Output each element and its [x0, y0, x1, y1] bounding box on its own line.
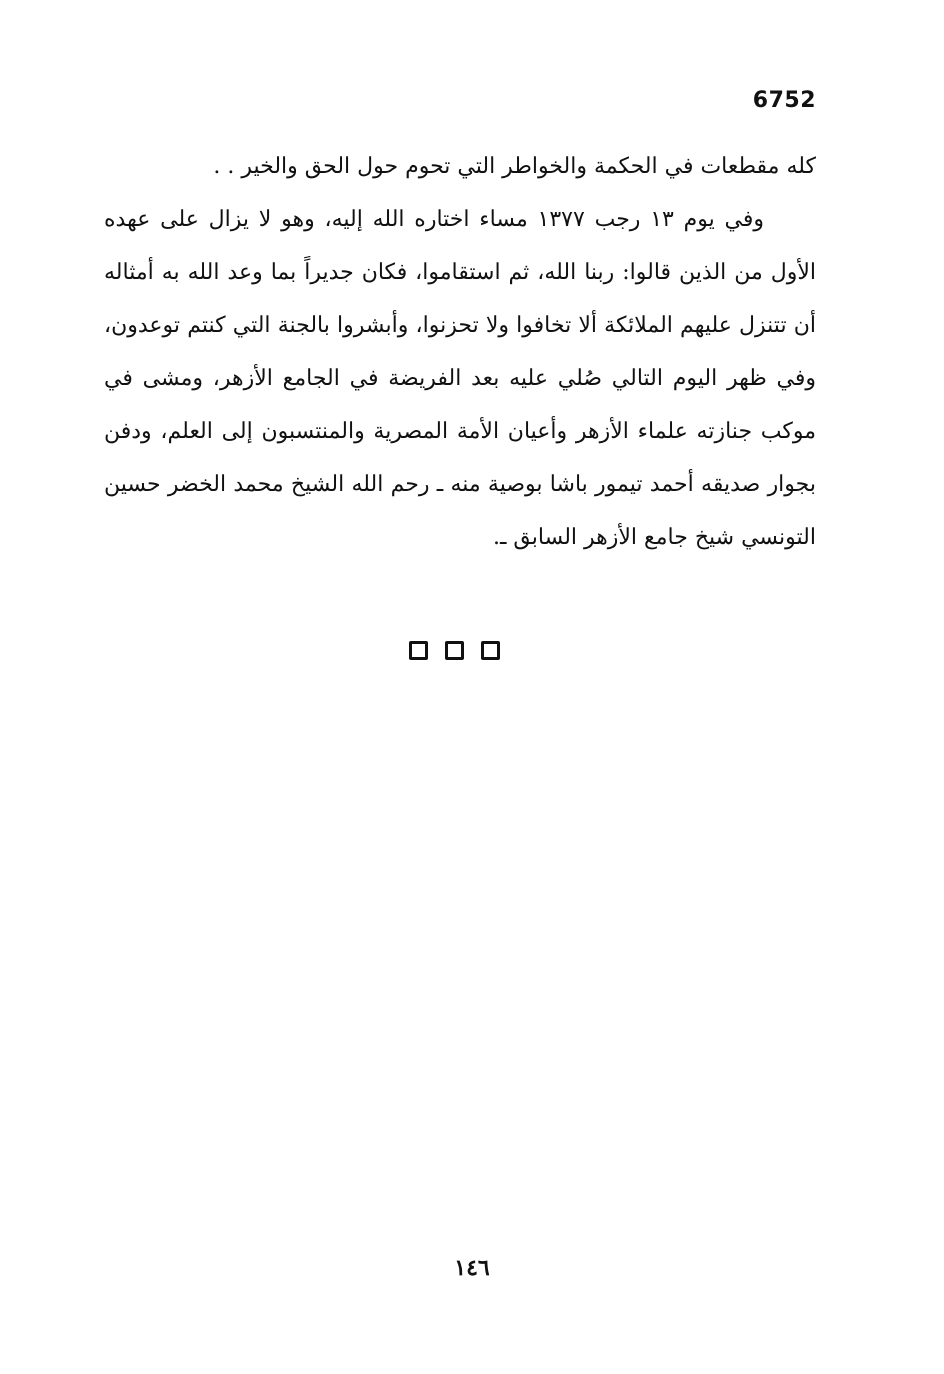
- paragraph-continuation: كله مقطعات في الحكمة والخواطر التي تحوم حول الحق والخير . .: [213, 154, 816, 179]
- section-separator: [409, 641, 500, 660]
- separator-square-icon: [445, 641, 464, 660]
- paragraph-death-and-burial: وفي يوم ١٣ رجب ١٣٧٧ مساء اختاره الله إليه، وهو لا يزال على عهده الأول من الذين قالوا: ربنا الله، ثم استقاموا، فكان جديراً بما وعد الله به أمثاله أن تتنزل عليهم الملائكة ألا تخافوا ولا تحزنوا، وأبشروا بالجنة التي كنتم توعدون، وفي ظهر اليوم التالي صُلي عليه بعد الفريضة في الجامع الأزهر، ومشى في موكب جنازته علماء الأزهر وأعيان الأمة المصرية والمنتسبون إلى العلم، ودفن بجوار صديقه أحمد تيمور باشا بوصية منه ـ رحم الله الشيخ محمد الخضر حسين التونسي شيخ جامع الأزهر السابق ـ.: [104, 207, 816, 550]
- separator-square-icon: [481, 641, 500, 660]
- article-body: [104, 140, 816, 564]
- page-number: ١٤٦: [454, 1255, 490, 1281]
- page-reference-number: 6752: [752, 88, 816, 113]
- separator-square-icon: [409, 641, 428, 660]
